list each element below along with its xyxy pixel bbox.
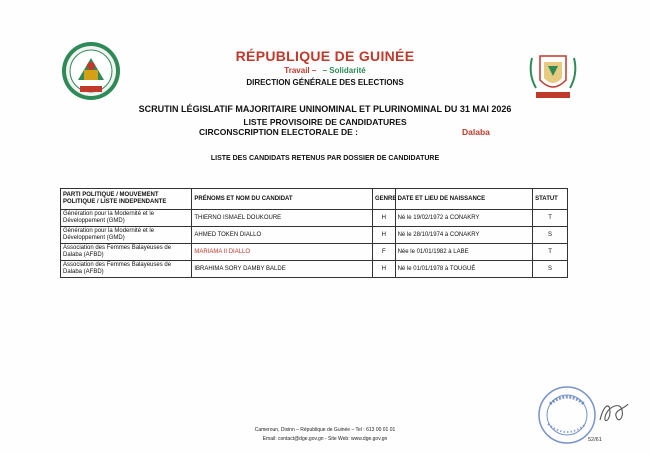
footer-address: Cameroun, Dixinn – République de Guinée – Tel : 613 00 01 01 (254, 427, 396, 433)
motto-solidarite: – Solidarité (322, 66, 366, 75)
cell-birth: Né le 28/10/1974 à CONAKRY (395, 227, 533, 244)
direction-title: DIRECTION GÉNÉRALE DES ELECTIONS (246, 78, 404, 87)
cell-birth: Né le 19/02/1972 à CONAKRY (395, 210, 533, 227)
cell-party: Association des Femmes Balayeuses de Dalaba (AFBD) (61, 261, 192, 278)
header-party: PARTI POLITIQUE / MOUVEMENT POLITIQUE / LISTE INDEPENDANTE (61, 189, 192, 210)
cell-party: Association des Femmes Balayeuses de Dalaba (AFBD) (61, 244, 192, 261)
table-row (61, 261, 568, 278)
cell-name: IBRAHIMA SORY DAMBY BALDE (192, 261, 373, 278)
handwritten-signature-icon (596, 398, 632, 428)
liste-provisoire-title: LISTE PROVISOIRE DE CANDIDATURES (243, 117, 407, 127)
cell-statut: T (533, 210, 568, 227)
cell-statut: S (533, 261, 568, 278)
table-row (61, 210, 568, 227)
circonscription-label: CIRCONSCRIPTION ELECTORALE DE : (199, 127, 358, 137)
retenus-subtitle: LISTE DES CANDIDATS RETENUS PAR DOSSIER DE CANDIDATURE (210, 155, 440, 162)
cell-birth: Née le 01/01/1982 à LABE (395, 244, 533, 261)
cell-birth: Né le 01/01/1978 à TOUGUÉ (395, 261, 533, 278)
cell-name: MARIAMA II DIALLO (192, 244, 373, 261)
cell-name: THIERNO ISMAEL DOUKOURE (192, 210, 373, 227)
cell-party: Génération pour la Modernité et le Développement (GMD) (61, 210, 192, 227)
cell-genre: H (372, 210, 395, 227)
cell-statut: T (533, 244, 568, 261)
motto-travail: Travail – (284, 66, 317, 75)
header-birth: DATE ET LIEU DE NAISSANCE (395, 189, 533, 210)
table-row (61, 227, 568, 244)
page-number: 52/61 (588, 437, 602, 443)
candidates-table (60, 188, 568, 278)
table-header-row (61, 189, 568, 210)
republic-title: RÉPUBLIQUE DE GUINÉE (235, 48, 415, 64)
cell-genre: F (372, 244, 395, 261)
national-motto (0, 66, 650, 75)
cell-genre: H (372, 261, 395, 278)
footer-contact: Email: contact@dge.gov.gn - Site Web: www.dge.gov.gn (262, 436, 388, 442)
circonscription-value: Dalaba (462, 127, 490, 137)
cell-party: Génération pour la Modernité et le Développement (GMD) (61, 227, 192, 244)
cell-genre: H (372, 227, 395, 244)
scrutin-title: SCRUTIN LÉGISLATIF MAJORITAIRE UNINOMINAL ET PLURINOMINAL DU 31 MAI 2026 (138, 104, 512, 114)
header-statut: STATUT (533, 189, 568, 210)
header-name: PRÉNOMS ET NOM DU CANDIDAT (192, 189, 373, 210)
cell-statut: S (533, 227, 568, 244)
cell-name: AHMED TOKEN DIALLO (192, 227, 373, 244)
header-genre: GENRE (372, 189, 395, 210)
table-row (61, 244, 568, 261)
